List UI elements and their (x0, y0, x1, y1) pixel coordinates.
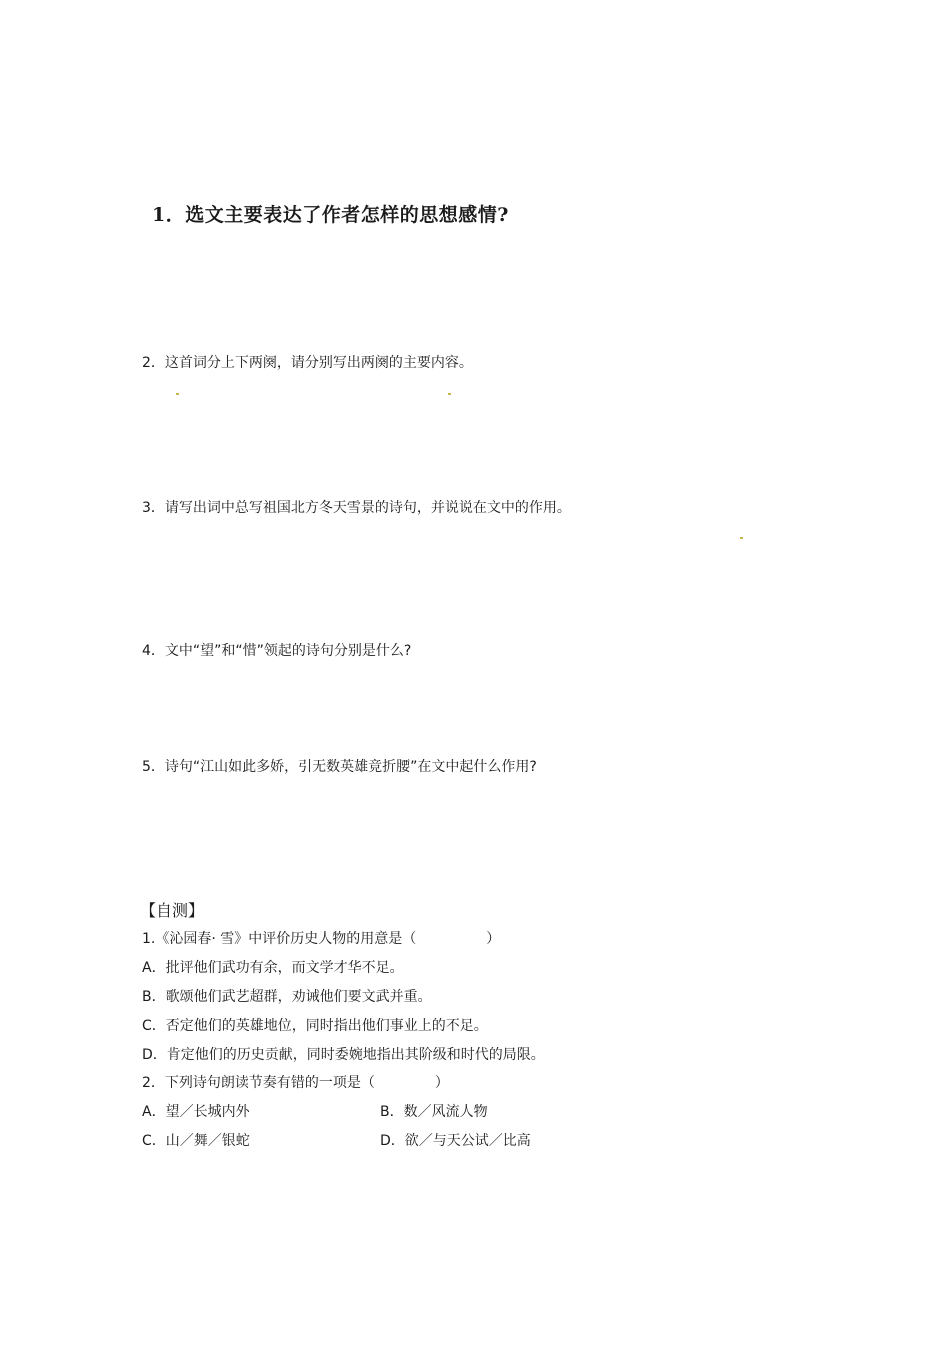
item-2-close-paren: ） (434, 1075, 449, 1091)
question-1: 1．选文主要表达了作者怎样的思想感情? (152, 204, 509, 226)
item-2-option-d: D．欲／与天公试／比高 (380, 1133, 531, 1149)
self-test-item-1-stem (142, 928, 500, 948)
item-2-stem-text: 2．下列诗句朗读节奏有错的一项是（ (142, 1075, 375, 1091)
speck-mark (740, 537, 743, 539)
question-5: 5．诗句“江山如此多娇，引无数英雄竞折腰”在文中起什么作用? (142, 759, 537, 775)
item-1-option-b: B．歌颂他们武艺超群，劝诫他们要文武并重。 (142, 989, 432, 1005)
item-1-option-c: C．否定他们的英雄地位，同时指出他们事业上的不足。 (142, 1018, 488, 1034)
item-2-option-b: B．数／风流人物 (380, 1104, 488, 1120)
self-test-header: 【自测】 (140, 901, 205, 920)
question-3: 3．请写出词中总写祖国北方冬天雪景的诗句，并说说在文中的作用。 (142, 500, 571, 516)
item-1-close-paren: ） (486, 931, 501, 947)
item-2-option-a: A．望／长城内外 (142, 1104, 250, 1120)
item-1-stem-text: 1.《沁园春· 雪》中评价历史人物的用意是（ (142, 931, 417, 947)
item-1-option-a: A．批评他们武功有余，而文学才华不足。 (142, 960, 404, 976)
question-2: 2．这首词分上下两阕，请分别写出两阕的主要内容。 (142, 355, 473, 371)
question-4: 4．文中“望”和“惜”领起的诗句分别是什么? (142, 643, 412, 659)
item-2-option-c: C．山／舞／银蛇 (142, 1133, 250, 1149)
self-test-item-2-stem (142, 1072, 449, 1092)
speck-mark (176, 393, 179, 395)
speck-mark (448, 393, 451, 395)
item-1-option-d: D．肯定他们的历史贡献，同时委婉地指出其阶级和时代的局限。 (142, 1047, 545, 1063)
